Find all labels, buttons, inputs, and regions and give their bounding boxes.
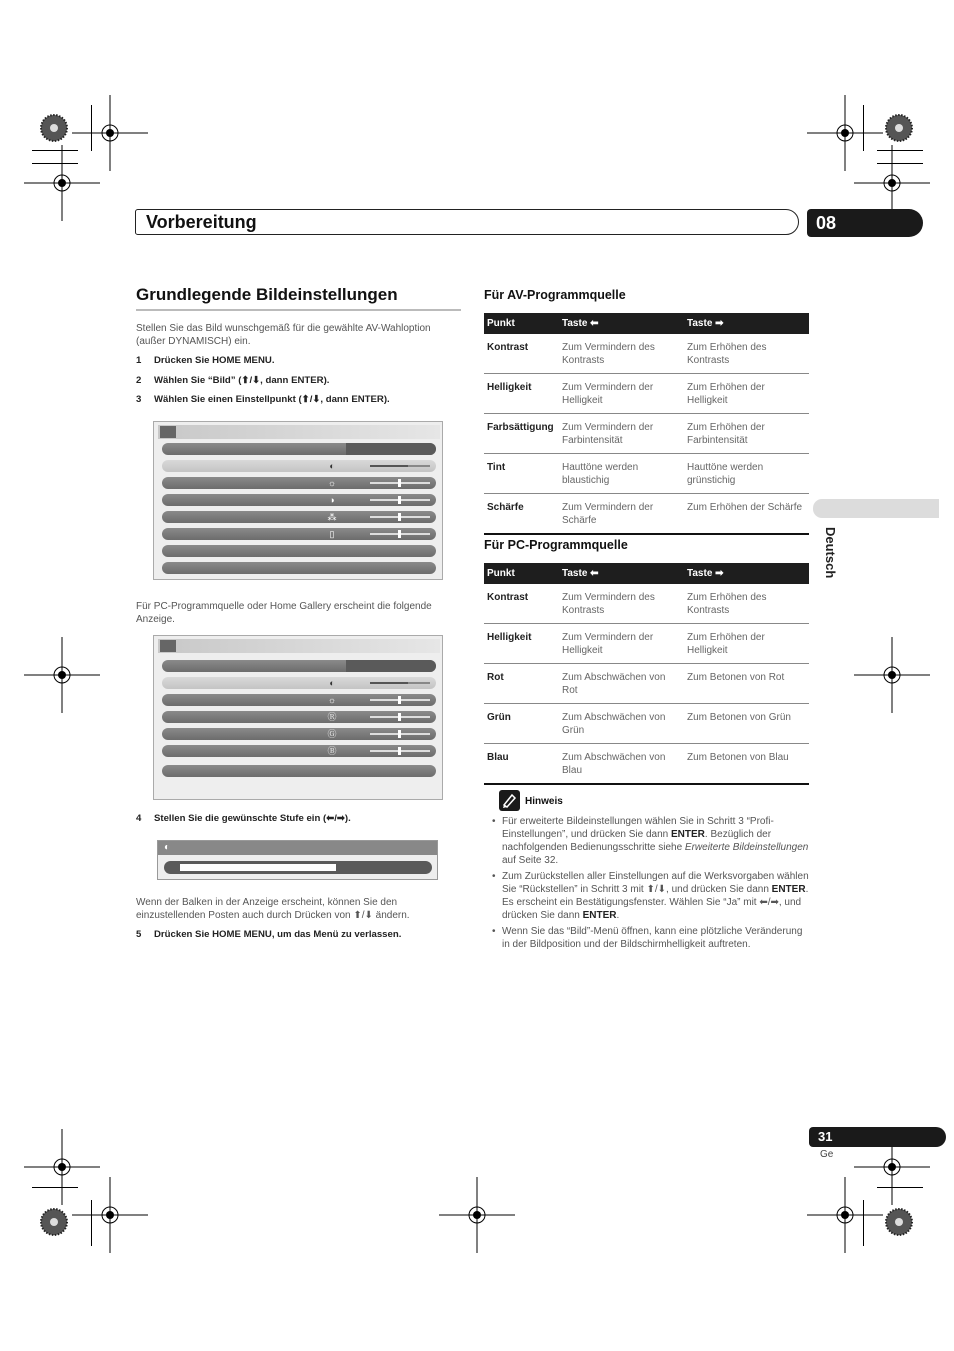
page-number-badge — [809, 1127, 946, 1147]
table-row: Tint Hauttöne werden blaustichig Hauttöne werden grünstichig — [484, 454, 809, 494]
chapter-number: 08 — [816, 213, 837, 233]
brightness-icon: ☼ — [327, 478, 337, 488]
step-2: 2 Wählen Sie “Bild” (⬆/⬇, dann ENTER). — [136, 375, 330, 386]
osd-row-tint — [162, 511, 436, 523]
osd-menu-av — [153, 421, 443, 580]
level-bar-header — [158, 841, 437, 855]
note-title: Hinweis — [525, 796, 563, 807]
osd-row-green — [162, 728, 436, 740]
brightness-icon: ☼ — [327, 695, 337, 705]
page-number: 31 — [818, 1129, 833, 1144]
osd-title-bar — [158, 425, 440, 439]
note-item: • Für erweiterte Bildeinstellungen wählen Sie in Schritt 3 “Profi-Einstellungen”, und drücken Sie dann ENTER. Bezüglich der nachfolgenden Bedienungsschritte siehe Erweiterte Bildeinstellungen auf Seite 32. — [490, 815, 810, 867]
av-table — [484, 313, 809, 535]
table-row: Kontrast Zum Vermindern des Kontrasts Zum Erhöhen des Kontrasts — [484, 334, 809, 374]
osd-row-reset — [162, 765, 436, 777]
col-header: Taste ➡ — [684, 563, 809, 584]
color-icon: ◑ — [329, 495, 335, 505]
level-bar-track — [164, 861, 432, 874]
picture-menu-icon — [160, 426, 176, 438]
note-list — [490, 815, 810, 954]
table-row: Farbsättigung Zum Vermindern der Farbintensität Zum Erhöhen der Farbintensität — [484, 414, 809, 454]
contrast-icon: ◐ — [329, 678, 335, 688]
language-label-wrap — [822, 527, 838, 587]
table-row: Helligkeit Zum Vermindern der Helligkeit Zum Erhöhen der Helligkeit — [484, 624, 809, 664]
osd-row-pro — [162, 545, 436, 557]
step-4: 4 Stellen Sie die gewünschte Stufe ein (⬅/➡). — [136, 813, 351, 824]
col-header: Taste ⬅ — [559, 563, 684, 584]
table-row: Schärfe Zum Vermindern der Schärfe Zum Erhöhen der Schärfe — [484, 494, 809, 535]
col-header: Taste ⬅ — [559, 313, 684, 334]
osd-row-sharpness — [162, 528, 436, 540]
av-table-title: Für AV-Programmquelle — [484, 288, 626, 302]
osd-row-brightness — [162, 694, 436, 706]
table-header-row — [484, 313, 809, 334]
red-icon: Ⓡ — [327, 712, 337, 722]
osd-row-contrast — [162, 677, 436, 689]
intro-text: Stellen Sie das Bild wunschgemäß für die gewählte AV-Wahloption (außer DYNAMISCH) ein. — [136, 323, 431, 347]
picture-menu-icon — [160, 640, 176, 652]
table-row: Kontrast Zum Vermindern des Kontrasts Zum Erhöhen des Kontrasts — [484, 584, 809, 624]
table-row: Blau Zum Abschwächen von Blau Zum Betonen von Blau — [484, 744, 809, 785]
level-bar-fill — [180, 864, 336, 871]
step-3: 3 Wählen Sie einen Einstellpunkt (⬆/⬇, dann ENTER). — [136, 394, 390, 405]
green-icon: Ⓖ — [327, 729, 337, 739]
pc-note-text: Für PC-Programmquelle oder Home Gallery erscheint die folgende Anzeige. — [136, 601, 432, 625]
note-item: • Zum Zurückstellen aller Einstellungen auf die Werksvorgaben wählen Sie “Rückstellen” in Schritt 3 mit ⬆/⬇, und drücken Sie dann ENTER. Es erscheint ein Bestätigungsfenster. Wählen Sie “Ja” mit ⬅/➡, und drücken Sie dann ENTER. — [490, 870, 810, 922]
language-tab — [813, 499, 939, 518]
osd-menu-pc — [153, 635, 443, 800]
col-header: Punkt — [484, 313, 559, 334]
chapter-badge — [807, 209, 923, 237]
table-row: Grün Zum Abschwächen von Grün Zum Betonen von Grün — [484, 704, 809, 744]
step-5: 5 Drücken Sie HOME MENU, um das Menü zu verlassen. — [136, 929, 402, 940]
osd-row-header — [162, 443, 436, 455]
osd-row-color — [162, 494, 436, 506]
tint-icon: ⁂ — [327, 512, 337, 522]
osd-row-reset — [162, 562, 436, 574]
pc-table — [484, 563, 809, 785]
note-item: • Wenn Sie das “Bild”-Menü öffnen, kann eine plötzliche Veränderung in der Bildposition und der Bildschirmhelligkeit auftreten. — [490, 925, 810, 951]
note-icon — [499, 790, 520, 811]
pc-table-title: Für PC-Programmquelle — [484, 538, 628, 552]
bar-note-text: Wenn der Balken in der Anzeige erscheint, können Sie den einzustellenden Posten auch durch Drücken von ⬆/⬇ ändern. — [136, 897, 410, 921]
osd-row-header — [162, 660, 436, 672]
osd-row-red — [162, 711, 436, 723]
sharpness-icon: ▯ — [329, 529, 335, 539]
blue-icon: Ⓑ — [327, 746, 337, 756]
col-header: Punkt — [484, 563, 559, 584]
level-bar-panel — [157, 840, 438, 880]
language-label: Deutsch — [823, 527, 838, 579]
table-header-row — [484, 563, 809, 584]
page-language-code: Ge — [820, 1149, 834, 1160]
osd-row-contrast — [162, 460, 436, 472]
table-row: Rot Zum Abschwächen von Rot Zum Betonen von Rot — [484, 664, 809, 704]
step-1: 1 Drücken Sie HOME MENU. — [136, 355, 275, 366]
contrast-icon: ◐ — [329, 461, 335, 471]
osd-row-brightness — [162, 477, 436, 489]
osd-title-bar — [158, 639, 440, 653]
table-row: Helligkeit Zum Vermindern der Helligkeit Zum Erhöhen der Helligkeit — [484, 374, 809, 414]
col-header: Taste ➡ — [684, 313, 809, 334]
section-title: Grundlegende Bildeinstellungen — [136, 285, 398, 304]
section-rule — [136, 309, 461, 311]
osd-row-blue — [162, 745, 436, 757]
header-title: Vorbereitung — [146, 212, 257, 232]
contrast-icon: ◐ — [164, 842, 171, 853]
